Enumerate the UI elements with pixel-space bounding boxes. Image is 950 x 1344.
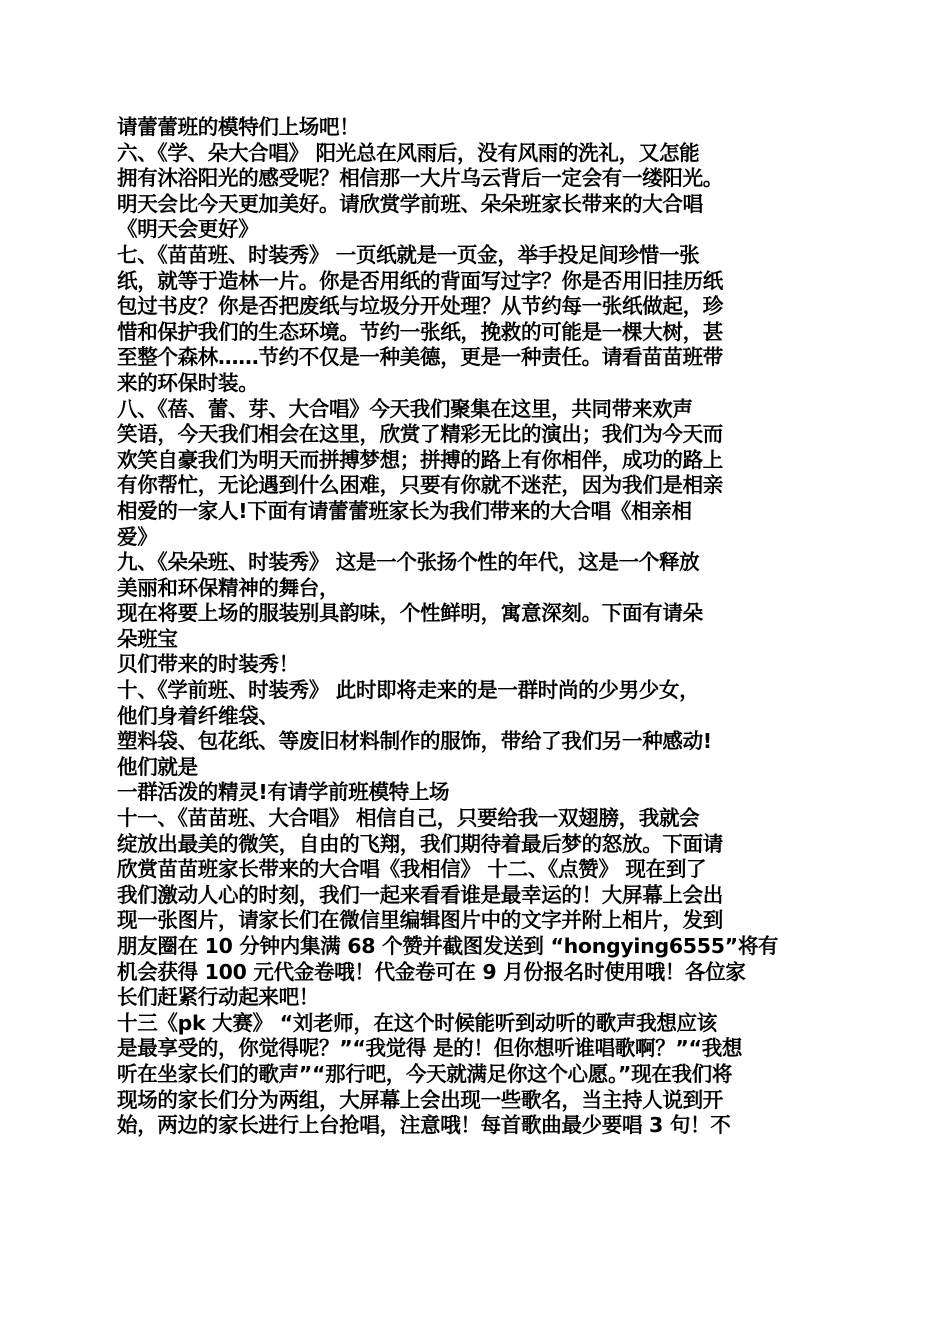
text-line: 《明天会更好》: [117, 217, 259, 242]
text-line: 现一张图片，请家长们在微信里编辑图片中的文字并附上相片，发到: [117, 908, 723, 933]
text-line: 听在坐家长们的歌声”“那行吧，今天就满足你这个心愿。”现在我们将: [117, 1061, 733, 1086]
text-line: 十三《pk 大赛》 “刘老师，在这个时候能听到动听的歌声我想应该: [117, 1010, 717, 1035]
text-line: 十、《学前班、时装秀》 此时即将走来的是一群时尚的少男少女，: [117, 678, 700, 703]
text-line: 十一、《苗苗班、大合唱》 相信自己，只要给我一双翅膀，我就会: [117, 806, 700, 831]
text-line: 六、《学、朵大合唱》 阳光总在风雨后，没有风雨的洗礼，又怎能: [117, 140, 700, 165]
text-line: 他们身着纤维袋、: [117, 703, 279, 728]
text-line: 机会获得 100 元代金卷哦！代金卷可在 9 月份报名时使用哦！各位家: [117, 959, 746, 984]
text-line: 明天会比今天更加美好。请欣赏学前班、朵朵班家长带来的大合唱: [117, 191, 703, 216]
text-line: 美丽和环保精神的舞台，: [117, 575, 340, 600]
text-line: 包过书皮？你是否把废纸与垃圾分开处理？从节约每一张纸做起，珍: [117, 294, 723, 319]
text-line: 请蕾蕾班的模特们上场吧！: [117, 115, 360, 139]
text-line: 绽放出最美的微笑，自由的飞翔，我们期待着最后梦的怒放。下面请: [117, 831, 723, 856]
text-line: 长们赶紧行动起来吧！: [117, 985, 319, 1010]
text-line: 纸，就等于造林一片。你是否用纸的背面写过字？你是否用旧挂历纸: [117, 268, 723, 293]
text-line: 朋友圈在 10 分钟内集满 68 个赞并截图发送到 “hongying6555”将有: [117, 934, 779, 958]
text-line: 爱》: [117, 524, 158, 549]
text-line: 现场的家长们分为两组，大屏幕上会出现一些歌名，当主持人说到开: [117, 1087, 723, 1112]
text-line: 朵班宝: [117, 626, 178, 651]
text-line: 来的环保时装。: [117, 370, 259, 395]
text-line: 塑料袋、包花纸、等废旧材料制作的服饰，带给了我们另一种感动!: [117, 729, 712, 754]
text-line: 惜和保护我们的生态环境。节约一张纸，挽救的可能是一棵大树，甚: [117, 319, 723, 344]
text-line: 九、《朵朵班、时装秀》 这是一个张扬个性的年代，这是一个释放: [117, 550, 700, 575]
text-line: 是最享受的，你觉得呢？”“我觉得 是的！但你想听谁唱歌啊？”“我想: [117, 1036, 743, 1061]
text-line: 至整个森林……节约不仅是一种美德，更是一种责任。请看苗苗班带: [117, 345, 723, 370]
text-line: 有你帮忙，无论遇到什么困难，只要有你就不迷茫，因为我们是相亲: [117, 473, 723, 498]
text-line: 欢笑自豪我们为明天而拼搏梦想；拼搏的路上有你相伴，成功的路上: [117, 447, 723, 472]
text-line: 相爱的一家人!下面有请蕾蕾班家长为我们带来的大合唱《相亲相: [117, 498, 692, 523]
document-body: [117, 115, 835, 1139]
text-line: 我们激动人心的时刻，我们一起来看看谁是最幸运的！大屏幕上会出: [117, 882, 723, 907]
text-line: 他们就是: [117, 754, 198, 779]
text-line: 贝们带来的时装秀！: [117, 652, 299, 677]
text-line: 现在将要上场的服装别具韵味，个性鲜明，寓意深刻。下面有请朵: [117, 601, 703, 626]
text-line: 笑语，今天我们相会在这里，欣赏了精彩无比的演出；我们为今天而: [117, 422, 723, 447]
text-line: 欣赏苗苗班家长带来的大合唱《我相信》 十二、《点赞》 现在到了: [117, 857, 707, 882]
text-line: 一群活泼的精灵!有请学前班模特上场: [117, 780, 450, 805]
text-line: 始，两边的家长进行上台抢唱，注意哦！每首歌曲最少要唱 3 句！不: [117, 1113, 731, 1138]
text-line: 八、《蓓、蕾、芽、大合唱》今天我们聚集在这里，共同带来欢声: [117, 396, 693, 421]
text-line: 七、《苗苗班、时装秀》 一页纸就是一页金，举手投足间珍惜一张: [117, 242, 700, 267]
text-line: 拥有沐浴阳光的感受呢？相信那一大片乌云背后一定会有一缕阳光。: [117, 166, 723, 191]
